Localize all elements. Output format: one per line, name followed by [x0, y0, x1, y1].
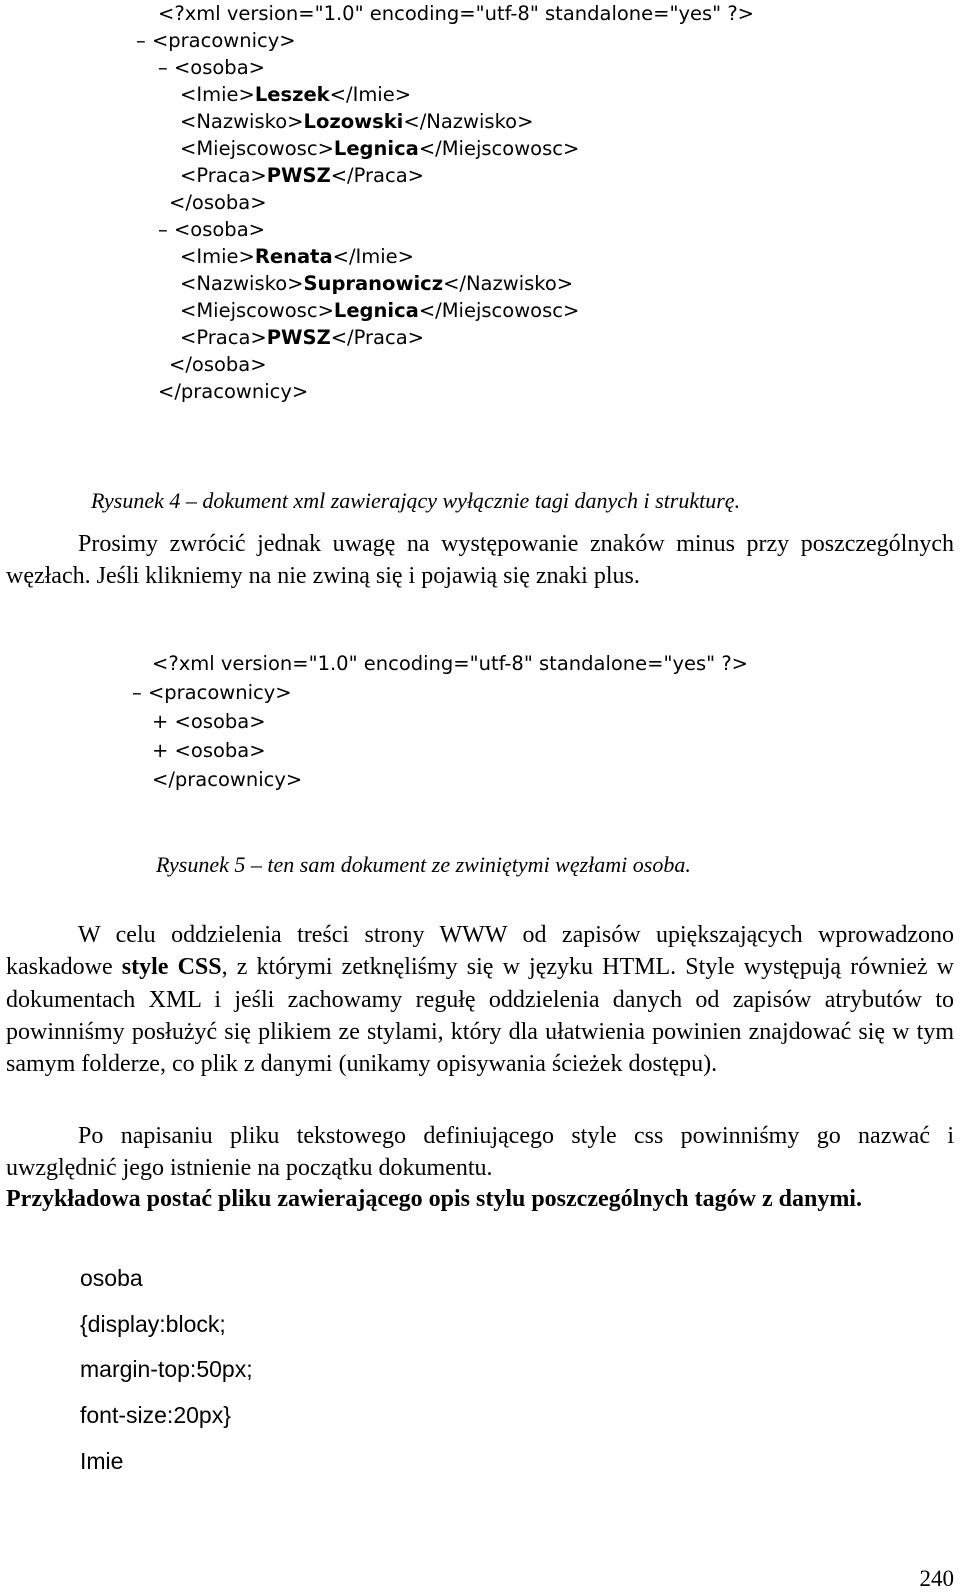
xml-open-tag: </pracownicy> [152, 768, 303, 791]
xml-open-tag: <Praca> [180, 164, 267, 187]
xml-open-tag: <Nazwisko> [180, 272, 304, 295]
xml-open-tag: </osoba> [169, 191, 267, 214]
xml-open-tag: <osoba> [173, 218, 265, 241]
xml-line [180, 324, 754, 351]
xml-value: PWSZ [266, 326, 331, 349]
paragraph-css-intro-before: W celu oddzielenia treści strony WWW od zapisów upiększających wprowadzono kaskadowe [6, 922, 954, 981]
xml-value: Legnica [333, 299, 419, 322]
code-line: osoba [80, 1265, 143, 1291]
xml-open-tag: </pracownicy> [158, 380, 309, 403]
xml-line [158, 0, 754, 27]
xml-tree-figure-4 [136, 0, 754, 405]
page-number: 240 [919, 1566, 954, 1591]
xml-value: Lozowski [303, 110, 404, 133]
figure-4-caption: Rysunek 4 – dokument xml zawierający wyłącznie tagi danych i strukturę. [91, 488, 741, 513]
paragraph-minus-signs-text: Prosimy zwrócić jednak uwagę na występowanie znaków minus przy poszczególnych węzłach. Jeśli klikniemy na nie zwiną się i pojawią się znaki plus. [6, 531, 954, 590]
node-toggle-icon[interactable]: – [132, 681, 148, 704]
xml-open-tag: <pracownicy> [147, 681, 292, 704]
xml-value: Renata [254, 245, 333, 268]
xml-line [136, 27, 754, 54]
node-toggle-icon[interactable]: – [158, 56, 174, 79]
paragraph-minus-signs [6, 528, 954, 593]
xml-close-tag: </Nazwisko> [403, 110, 534, 133]
node-toggle-icon[interactable]: + [152, 710, 175, 733]
xml-line [158, 54, 754, 81]
paragraph-css-intro-bold: style CSS [121, 954, 222, 981]
code-line: margin-top:50px; [80, 1356, 253, 1382]
xml-open-tag: <Miejscowosc> [180, 137, 334, 160]
xml-value: PWSZ [266, 164, 331, 187]
xml-open-tag: <Imie> [180, 245, 255, 268]
xml-value: Legnica [333, 137, 419, 160]
xml-close-tag: </Miejscowosc> [418, 137, 580, 160]
xml-line [180, 270, 754, 297]
node-toggle-icon[interactable]: – [136, 29, 152, 52]
xml-open-tag: <Imie> [180, 83, 255, 106]
xml-open-tag: <osoba> [174, 710, 266, 733]
xml-close-tag: </Praca> [330, 326, 425, 349]
xml-open-tag: <?xml version="1.0" encoding="utf-8" standalone="yes" ?> [152, 652, 749, 675]
xml-open-tag: <osoba> [173, 56, 265, 79]
xml-open-tag: <Nazwisko> [180, 110, 304, 133]
xml-open-tag: <osoba> [174, 739, 266, 762]
xml-close-tag: </Praca> [330, 164, 425, 187]
xml-line [169, 189, 754, 216]
xml-open-tag: <Praca> [180, 326, 267, 349]
figure-5-caption: Rysunek 5 – ten sam dokument ze zwiniętymi węzłami osoba. [156, 852, 691, 877]
code-line: {display:block; [80, 1311, 226, 1337]
xml-line [132, 678, 748, 707]
xml-line [180, 297, 754, 324]
xml-tree-figure-5 [132, 649, 748, 794]
paragraph-css-intro [6, 919, 954, 1080]
xml-open-tag: <pracownicy> [151, 29, 296, 52]
xml-line [152, 736, 748, 765]
code-line: font-size:20px} [80, 1402, 231, 1428]
xml-line [180, 81, 754, 108]
xml-line [180, 162, 754, 189]
example-heading: Przykładowa postać pliku zawierającego opis stylu poszczególnych tagów z danymi. [6, 1186, 862, 1212]
xml-line [158, 216, 754, 243]
xml-value: Supranowicz [303, 272, 444, 295]
node-toggle-icon[interactable]: + [152, 739, 175, 762]
xml-line [180, 243, 754, 270]
xml-value: Leszek [254, 83, 330, 106]
node-toggle-icon[interactable]: – [158, 218, 174, 241]
xml-line [152, 707, 748, 736]
xml-line [158, 378, 754, 405]
xml-close-tag: </Nazwisko> [443, 272, 574, 295]
xml-close-tag: </Imie> [332, 245, 415, 268]
paragraph-css-file-text: Po napisaniu pliku tekstowego definiującego style css powinniśmy go nazwać i uwzględnić jego istnienie na początku dokumentu. [6, 1123, 954, 1182]
paragraph-css-intro-after: , z którymi zetknęliśmy się w języku HTML. Style występują również w dokumentach XML i jeśli zachowamy regułę oddzielenia danych od zapisów atrybutów to powinniśmy posłużyć się plikiem ze stylami, który dla ułatwienia powinien znajdować się w tym samym folderze, co plik z danymi (unikamy opisywania ścieżek dostępu). [6, 954, 954, 1078]
xml-line [152, 765, 748, 794]
xml-open-tag: </osoba> [169, 353, 267, 376]
xml-open-tag: <?xml version="1.0" encoding="utf-8" standalone="yes" ?> [158, 2, 755, 25]
xml-close-tag: </Imie> [329, 83, 412, 106]
xml-line [180, 108, 754, 135]
paragraph-css-file [6, 1120, 954, 1185]
xml-line [180, 135, 754, 162]
xml-line [169, 351, 754, 378]
xml-close-tag: </Miejscowosc> [418, 299, 580, 322]
xml-open-tag: <Miejscowosc> [180, 299, 334, 322]
xml-line [152, 649, 748, 678]
code-line: Imie [80, 1448, 124, 1474]
